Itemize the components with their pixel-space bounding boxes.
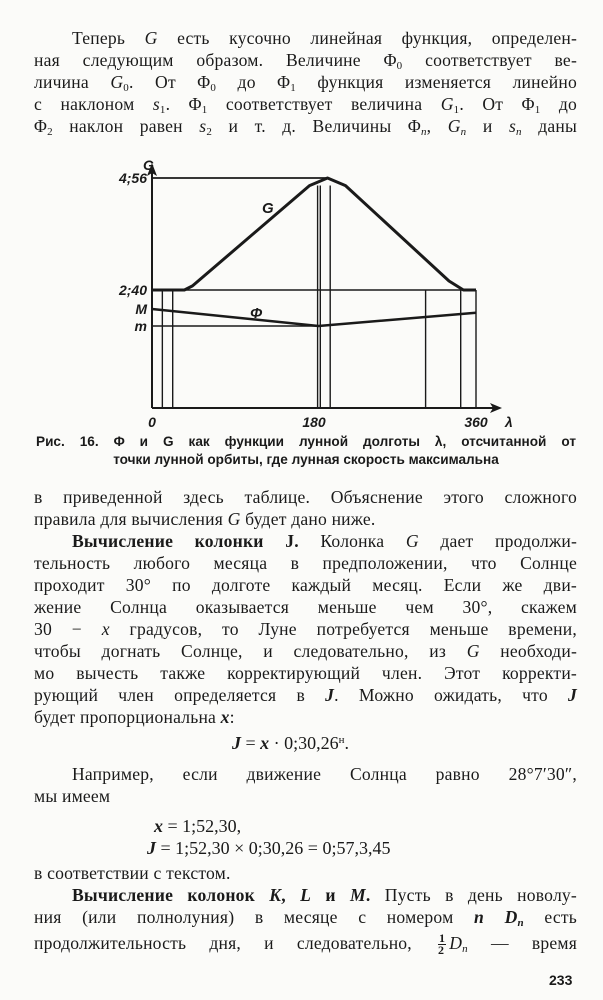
text-line: личина $G_0$. От $\Phi_0$ до $\Phi_1$ функция изменяется линейно bbox=[34, 72, 578, 94]
text-line: тельность любого месяца в предположении, что Солнце bbox=[34, 553, 577, 573]
section-heading: Вычисление колонок K, L и M. bbox=[72, 885, 371, 905]
text-line: продолжительность дня, и следовательно, $\frac{1}{2}$ $D_n$ — время bbox=[34, 931, 577, 958]
text-line: Вычисление колонки J. Колонка G дает продолжи- bbox=[72, 531, 577, 551]
formula-J: $J = x \cdot 0;30,26^н$. bbox=[232, 733, 350, 753]
formula-x: x = 1;52,30, bbox=[154, 816, 242, 836]
text-line: рующий член определяется в J. Можно ожидать, что J bbox=[34, 685, 578, 705]
text-line: ная следующим образом. Величине $\Phi_0$ соответствует ве- bbox=[34, 50, 577, 72]
text-line: в приведенной здесь таблице. Объяснение этого сложного bbox=[34, 487, 577, 507]
figure-caption: точки лунной орбиты, где лунная скорость максимальна bbox=[113, 452, 499, 467]
page-number: 233 bbox=[549, 972, 573, 988]
text-line: Например, если движение Солнца равно 28°7′30″, bbox=[72, 764, 577, 784]
text-line: будет пропорциональна x: bbox=[34, 707, 235, 727]
text-line: с наклоном $s_1$. $\Phi_1$ соответствует величина $G_1$. От $\Phi_1$ до bbox=[34, 94, 578, 116]
y-tick-label: m bbox=[134, 318, 147, 334]
text-line: правила для вычисления G будет дано ниже. bbox=[34, 509, 376, 529]
text-line: мо вычесть также корректирующий член. Этот корректи- bbox=[34, 663, 577, 683]
text-line: мы имеем bbox=[34, 786, 111, 806]
series-label-G: G bbox=[262, 200, 274, 217]
y-axis-label: G bbox=[143, 157, 154, 173]
x-tick-label: 180 bbox=[302, 414, 326, 430]
text-line: Вычисление колонок K, L и M. Пусть в день новолу- bbox=[72, 885, 577, 905]
text-line: $\Phi_2$ наклон равен $s_2$ и т. д. Величины $\Phi_n$, $G_n$ и $s_n$ даны bbox=[34, 116, 578, 138]
text-line: жение Солнца оказывается меньше чем 30°, скажем bbox=[34, 597, 577, 617]
text-line: проходит 30° по долготе каждый месяц. Если же дви- bbox=[34, 575, 577, 595]
fraction: $\frac{1}{2}$ bbox=[438, 931, 446, 958]
section-heading: Вычисление колонки J. bbox=[72, 531, 299, 551]
x-tick-label: 0 bbox=[148, 414, 156, 430]
y-tick-label: 2;40 bbox=[118, 282, 147, 298]
x-tick-label: 360 bbox=[464, 414, 488, 430]
y-tick-label: M bbox=[135, 301, 147, 317]
series-line-G bbox=[152, 178, 476, 290]
text-line: ния (или полнолуния) в месяце с номером n $D_n$ есть bbox=[34, 907, 577, 929]
y-tick-label: 4;56 bbox=[118, 170, 147, 186]
text-line: в соответствии с текстом. bbox=[34, 863, 231, 883]
text-line: чтобы догнать Солнце, и следовательно, из G необходи- bbox=[34, 641, 578, 661]
formula-J-example: J = 1;52,30 × 0;30,26 = 0;57,3,45 bbox=[147, 838, 391, 858]
x-axis-label: λ bbox=[505, 414, 513, 430]
text-line: Теперь G есть кусочно линейная функция, определен- bbox=[72, 28, 578, 48]
series-label-phi: Φ bbox=[250, 305, 263, 322]
figure-caption: Рис. 16. Φ и G как функции лунной долготы λ, отсчитанной от bbox=[36, 434, 576, 449]
text-line: 30 − x градусов, то Луне потребуется меньше времени, bbox=[34, 619, 577, 639]
series-line-phi bbox=[152, 309, 476, 326]
